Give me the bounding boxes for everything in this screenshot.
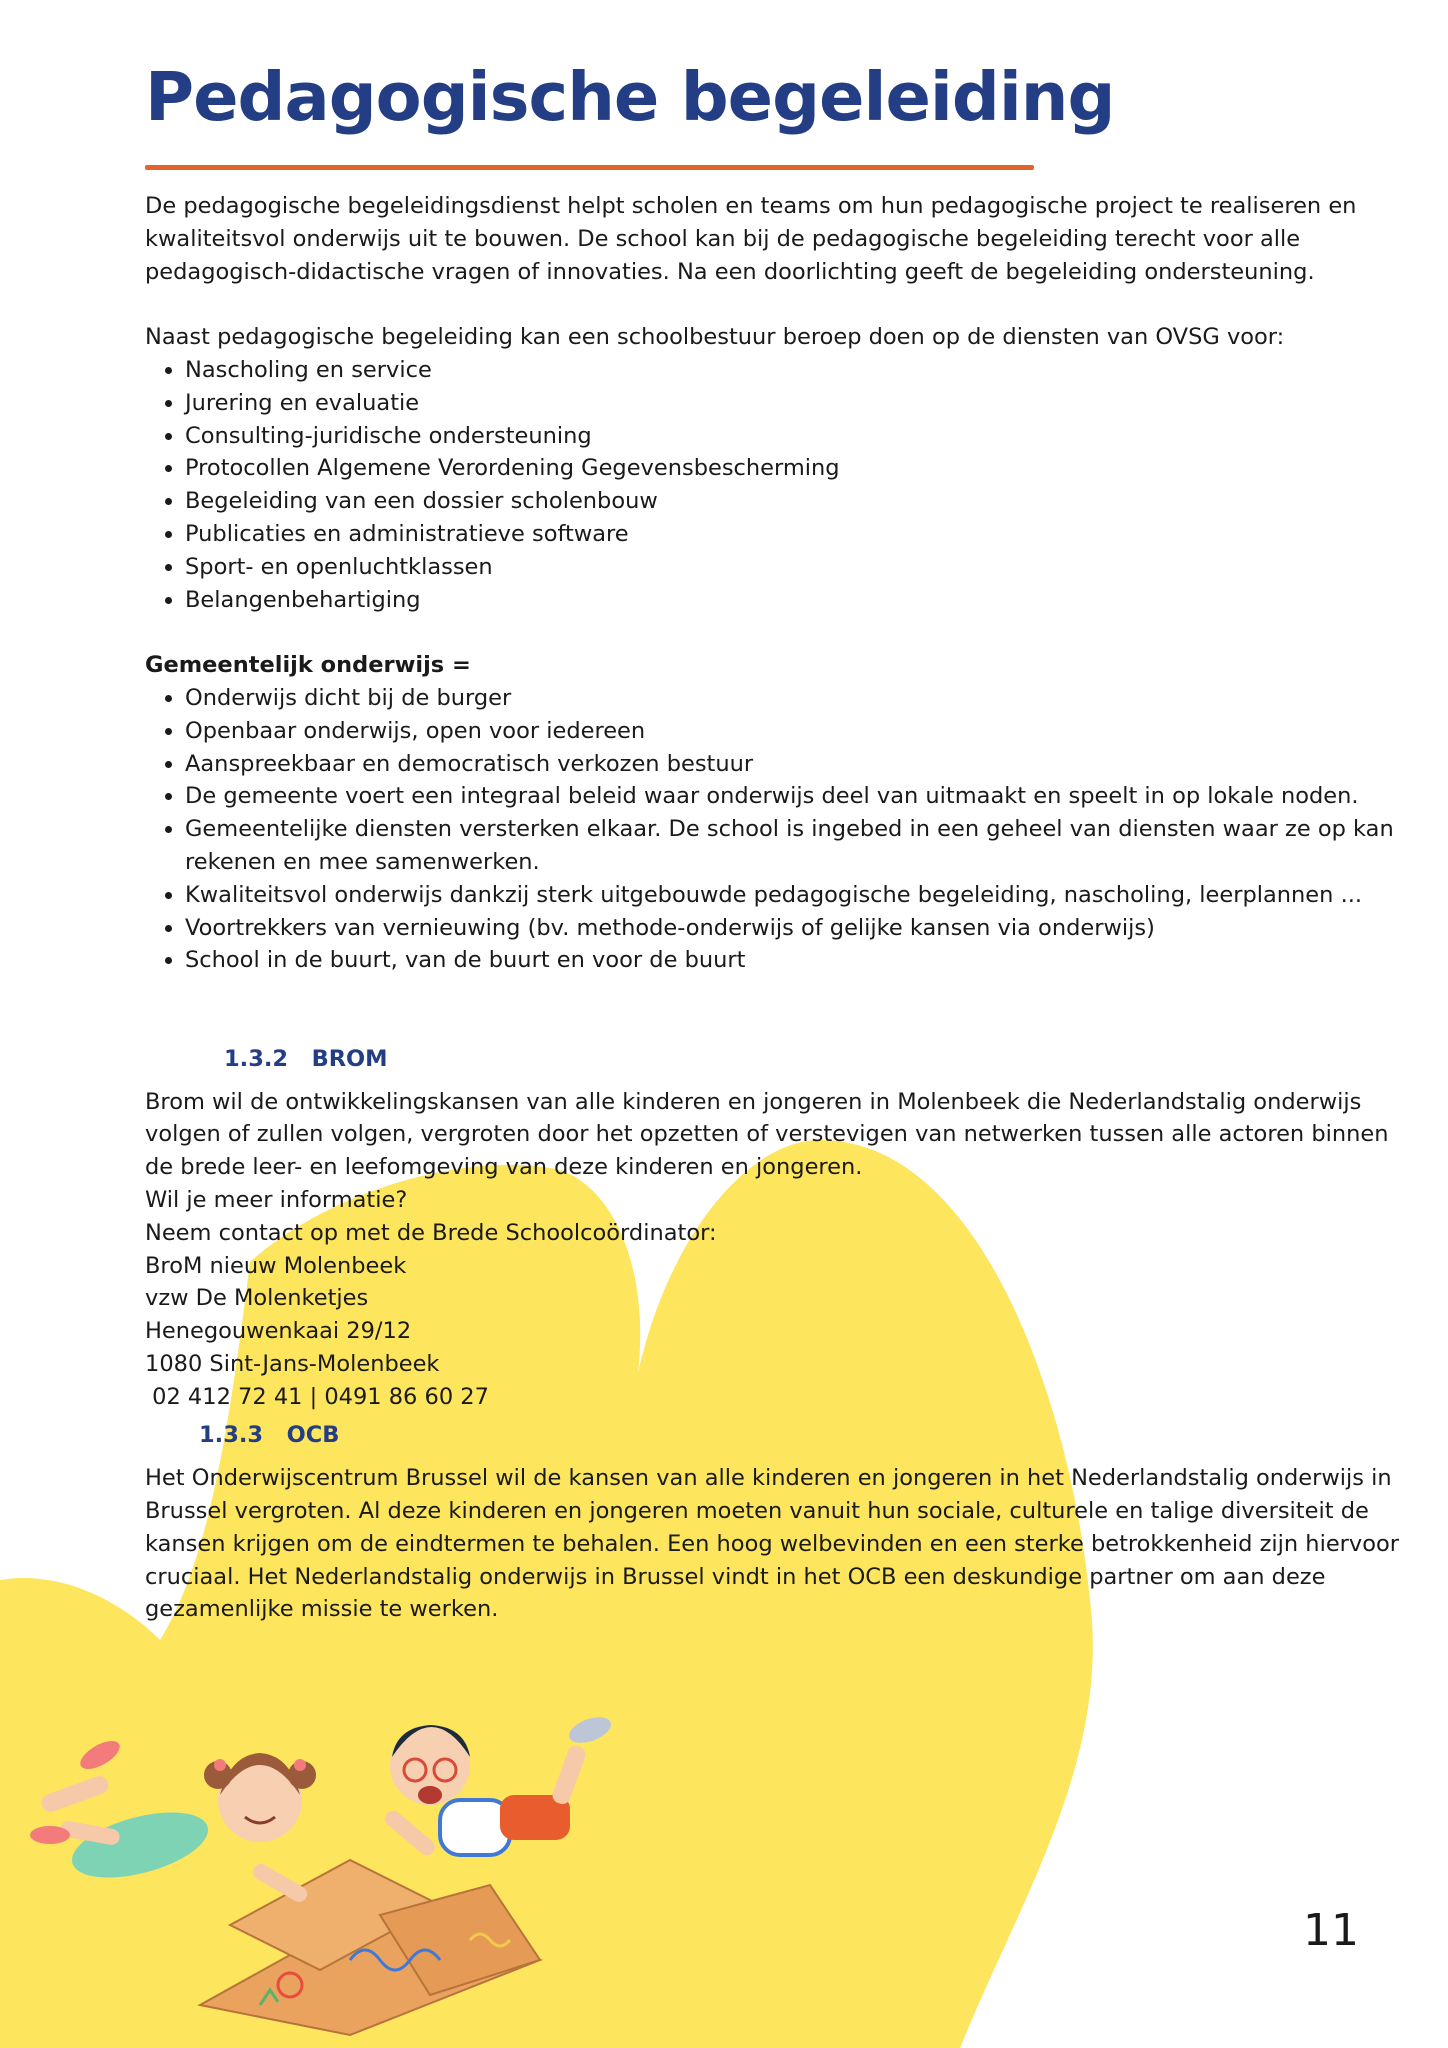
list-item: • Voortrekkers van vernieuwing (bv. methode-onderwijs of gelijke kansen via onderwijs) <box>185 912 1410 945</box>
brom-contact-line: 1080 Sint-Jans-Molenbeek <box>145 1350 440 1377</box>
list-item: • Protocollen Algemene Verordening Gegevensbescherming <box>185 452 1410 485</box>
list-item: • Sport- en openluchtklassen <box>185 551 1410 584</box>
gemeentelijk-heading: Gemeentelijk onderwijs = <box>145 652 471 679</box>
brom-contact-line: vzw De Molenketjes <box>145 1285 369 1312</box>
list-item: • Kwaliteitsvol onderwijs dankzij sterk uitgebouwde pedagogische begeleiding, nascholing, leerplannen ... <box>185 879 1410 912</box>
ocb-paragraph: Het Onderwijscentrum Brussel wil de kansen van alle kinderen en jongeren in het Nederlandstalig onderwijs in Brussel vergroten. Al deze kinderen en jongeren moeten vanuit hun sociale, culturele en talige diversiteit de kansen krijgen om de eindtermen te behalen. Een hoog welbevinden en een sterke betrokkenheid zijn hiervoor cruciaal. Het Nederlandstalig onderwijs in Brussel vindt in het OCB een deskundige partner om aan deze gezamenlijke missie te werken. <box>145 1465 1400 1623</box>
list-item: • Jurering en evaluatie <box>185 387 1410 420</box>
intro-paragraph: De pedagogische begeleidingsdienst helpt scholen en teams om hun pedagogische project te realiseren en kwaliteitsvol onderwijs uit te bouwen. De school kan bij de pedagogische begeleiding terecht voor alle pedagogisch-didactische vragen of innovaties. Na een doorlichting geeft de begeleiding ondersteuning. <box>145 193 1357 285</box>
body-text <box>145 190 1410 1626</box>
ocb-heading <box>145 1419 1410 1452</box>
brom-section-title: BROM <box>311 1045 388 1072</box>
brom-contact-line: Wil je meer informatie? <box>145 1186 408 1213</box>
list-item: • School in de buurt, van de buurt en voor de buurt <box>185 944 1410 977</box>
list-item: • Belangenbehartiging <box>185 584 1410 617</box>
list-item: • Gemeentelijke diensten versterken elkaar. De school is ingebed in een geheel van diensten waar ze op kan rekenen en mee samenwerken. <box>185 813 1410 879</box>
list-item: • Onderwijs dicht bij de burger <box>185 682 1410 715</box>
page-number: 11 <box>1303 1905 1359 1956</box>
ovsg-intro: Naast pedagogische begeleiding kan een schoolbestuur beroep doen op de diensten van OVSG voor: <box>145 324 1285 351</box>
list-item: • Consulting-juridische ondersteuning <box>185 420 1410 453</box>
list-item: • Aanspreekbaar en democratisch verkozen bestuur <box>185 748 1410 781</box>
list-item: • Nascholing en service <box>185 354 1410 387</box>
brom-paragraph: Brom wil de ontwikkelingskansen van alle kinderen en jongeren in Molenbeek die Nederlandstalig onderwijs volgen of zullen volgen, vergroten door het opzetten of verstevigen van netwerken tussen alle actoren binnen de brede leer- en leefomgeving van deze kinderen en jongeren. <box>145 1088 1389 1181</box>
list-item: • Publicaties en administratieve software <box>185 518 1410 551</box>
list-item: • Begeleiding van een dossier scholenbouw <box>185 485 1410 518</box>
title-underline <box>145 165 1034 170</box>
brom-contact-line: Neem contact op met de Brede Schoolcoördinator: <box>145 1219 717 1246</box>
ocb-section-number: 1.3.3 <box>199 1422 264 1449</box>
page-title: Pedagogische begeleiding <box>145 58 1115 136</box>
children-drawing-illustration <box>20 1705 640 2045</box>
list-item: • De gemeente voert een integraal beleid waar onderwijs deel van uitmaakt en speelt in op lokale noden. <box>185 780 1410 813</box>
ovsg-services-list <box>145 354 1410 616</box>
gemeentelijk-list <box>145 682 1410 977</box>
brom-heading <box>145 1043 1410 1076</box>
brom-contact-line: BroM nieuw Molenbeek <box>145 1252 407 1279</box>
ocb-section-title: OCB <box>286 1422 340 1449</box>
brom-phone-numbers: 02 412 72 41 | 0491 86 60 27 <box>145 1383 489 1410</box>
list-item: • Openbaar onderwijs, open voor iedereen <box>185 715 1410 748</box>
brom-section-number: 1.3.2 <box>224 1045 289 1072</box>
brom-contact-line: Henegouwenkaai 29/12 <box>145 1318 412 1345</box>
